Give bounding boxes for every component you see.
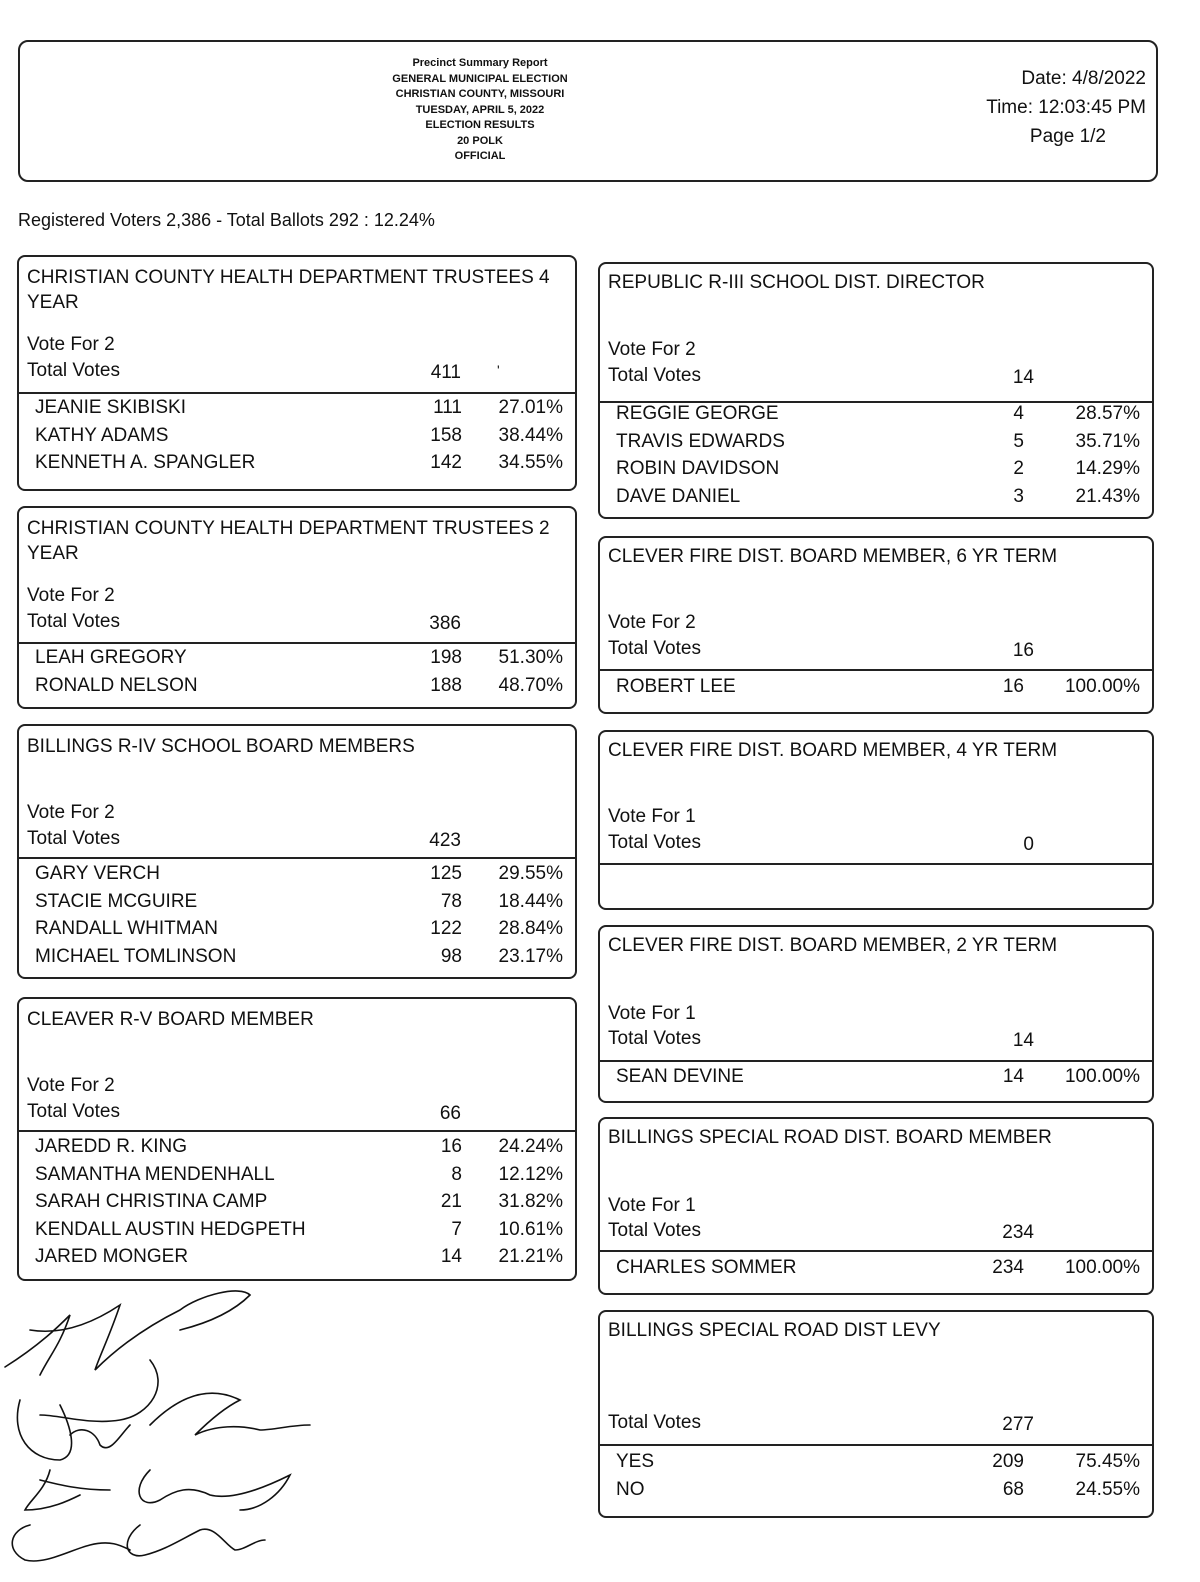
candidate-name: LEAH GREGORY	[35, 647, 187, 668]
candidate-votes: 198	[430, 647, 462, 668]
race-box	[17, 506, 577, 709]
candidate-votes: 234	[992, 1257, 1024, 1278]
candidate-votes: 4	[1013, 403, 1024, 424]
candidate-row	[616, 1066, 1152, 1094]
candidate-name: JARED MONGER	[35, 1246, 189, 1267]
candidate-percent: 48.70%	[498, 674, 563, 696]
report-title: Precinct Summary Report	[412, 57, 548, 69]
race-title: REPUBLIC R-III SCHOOL DIST. DIRECTOR	[608, 272, 985, 293]
candidate-name: REGGIE GEORGE	[616, 403, 779, 424]
total-votes-value: 66	[439, 1103, 461, 1124]
total-votes-label: Total Votes	[27, 828, 120, 849]
report-date: Date: 4/8/2022	[1021, 68, 1146, 89]
candidate-percent: 27.01%	[498, 397, 563, 418]
vote-for-label: Vote For 2	[608, 612, 696, 633]
total-votes-label: Total Votes	[608, 365, 701, 386]
candidate-row	[35, 918, 575, 946]
candidate-row	[35, 891, 575, 919]
total-votes-row	[608, 638, 1152, 660]
race-divider	[600, 1250, 1152, 1252]
candidate-votes: 14	[440, 1246, 462, 1267]
race-divider	[19, 642, 575, 644]
total-votes-row	[27, 828, 575, 850]
candidate-percent: 21.43%	[1075, 485, 1140, 507]
vote-for-label: Vote For 2	[27, 802, 115, 823]
race-title: BILLINGS SPECIAL ROAD DIST. BOARD MEMBER	[608, 1127, 1052, 1148]
total-votes-value: 14	[1012, 367, 1034, 388]
candidate-name: MICHAEL TOMLINSON	[35, 945, 237, 967]
total-votes-value: 411	[430, 362, 461, 383]
candidate-row	[35, 1191, 575, 1219]
candidate-votes: 7	[451, 1218, 462, 1240]
candidate-row	[616, 1451, 1152, 1479]
candidate-row	[35, 863, 575, 891]
race-title: BILLINGS SPECIAL ROAD DIST LEVY	[608, 1320, 941, 1341]
results-label: ELECTION RESULTS	[425, 119, 535, 131]
candidate-row	[616, 458, 1152, 486]
candidate-percent: 34.55%	[498, 452, 563, 473]
total-votes-label: Total Votes	[27, 1101, 120, 1122]
race-divider	[19, 392, 575, 394]
race-title: CLEVER FIRE DIST. BOARD MEMBER, 2 YR TERM	[608, 935, 1058, 956]
registered-voters-line: Registered Voters 2,386 - Total Ballots 292 : 12.24%	[18, 210, 435, 230]
candidate-name: KENNETH A. SPANGLER	[35, 452, 256, 473]
election-name: GENERAL MUNICIPAL ELECTION	[392, 72, 568, 85]
vote-for-label: Vote For 2	[27, 1075, 115, 1096]
candidate-percent: 24.24%	[498, 1136, 563, 1157]
candidate-percent: 31.82%	[498, 1191, 563, 1212]
signatures	[0, 1285, 340, 1582]
candidate-percent: 10.61%	[498, 1218, 563, 1240]
candidate-percent: 28.57%	[1075, 403, 1140, 424]
vote-for-label: Vote For 1	[608, 1195, 696, 1216]
candidate-votes: 68	[1002, 1478, 1024, 1500]
race-title: BILLINGS R-IV SCHOOL BOARD MEMBERS	[27, 736, 415, 757]
vote-for-label: Vote For 1	[608, 806, 696, 827]
candidate-votes: 188	[430, 674, 462, 696]
candidate-name: GARY VERCH	[35, 863, 160, 884]
candidate-votes: 21	[440, 1191, 462, 1212]
candidate-votes: 125	[430, 863, 462, 884]
candidate-percent: 12.12%	[498, 1163, 563, 1185]
race-divider	[600, 1444, 1152, 1446]
candidate-percent: 51.30%	[498, 647, 563, 668]
candidate-votes: 14	[1002, 1066, 1024, 1087]
county-name: CHRISTIAN COUNTY, MISSOURI	[395, 88, 565, 100]
candidate-name: KENDALL AUSTIN HEDGPETH	[35, 1218, 306, 1240]
candidate-votes: 16	[1002, 676, 1024, 697]
vote-for-label: Vote For 1	[608, 1003, 696, 1024]
candidate-votes: 111	[433, 397, 462, 418]
candidate-row	[35, 647, 575, 675]
candidate-name: CHARLES SOMMER	[616, 1257, 797, 1278]
total-votes-label: Total Votes	[608, 1412, 701, 1433]
precinct-name: 20 POLK	[457, 134, 503, 147]
candidate-name: NO	[616, 1478, 645, 1500]
total-votes-row	[608, 832, 1152, 854]
candidate-row	[35, 397, 575, 425]
candidate-votes: 122	[430, 918, 462, 939]
total-votes-value: 277	[1002, 1414, 1034, 1435]
candidate-name: ROBIN DAVIDSON	[616, 458, 780, 479]
total-votes-row	[27, 611, 575, 633]
race-title: CHRISTIAN COUNTY HEALTH DEPARTMENT TRUSTEES 4 YEAR	[27, 267, 550, 313]
candidate-row	[35, 1219, 575, 1247]
total-votes-row	[608, 365, 1152, 387]
candidate-row	[35, 1164, 575, 1192]
race-title: CLEVER FIRE DIST. BOARD MEMBER, 4 YR TERM	[608, 740, 1058, 761]
candidate-row	[35, 1246, 575, 1274]
total-votes-label: Total Votes	[608, 638, 701, 659]
candidate-percent: 38.44%	[498, 424, 563, 446]
candidate-votes: 98	[440, 945, 462, 967]
candidate-row	[35, 946, 575, 974]
candidate-row	[616, 1479, 1152, 1507]
candidate-name: JEANIE SKIBISKI	[35, 397, 186, 418]
total-votes-row	[608, 1028, 1152, 1050]
vote-for-label: Vote For 2	[27, 585, 115, 606]
total-votes-row	[27, 1101, 575, 1123]
candidate-name: STACIE MCGUIRE	[35, 890, 198, 912]
candidate-votes: 142	[430, 452, 462, 473]
candidate-percent: 75.45%	[1075, 1451, 1140, 1472]
candidate-votes: 158	[430, 424, 462, 446]
report-time: Time: 12:03:45 PM	[986, 97, 1146, 118]
report-meta	[986, 64, 1146, 151]
candidate-percent: 35.71%	[1075, 430, 1140, 452]
candidate-percent: 24.55%	[1075, 1478, 1140, 1500]
total-votes-value: 234	[1002, 1222, 1034, 1243]
race-divider	[600, 669, 1152, 671]
race-box	[598, 1117, 1154, 1295]
candidate-name: SEAN DEVINE	[616, 1066, 744, 1087]
candidate-percent: 14.29%	[1075, 458, 1140, 479]
candidate-votes: 78	[440, 890, 462, 912]
total-votes-value: 0	[1023, 834, 1034, 855]
candidate-name: RANDALL WHITMAN	[35, 918, 218, 939]
candidate-name: RONALD NELSON	[35, 674, 198, 696]
official-label: OFFICIAL	[454, 150, 506, 162]
report-title-block	[350, 56, 610, 165]
race-box	[17, 997, 577, 1281]
race-box	[598, 925, 1154, 1103]
candidate-name: SAMANTHA MENDENHALL	[35, 1163, 275, 1185]
race-divider	[600, 863, 1152, 865]
candidate-percent: 18.44%	[498, 890, 563, 912]
race-box	[598, 536, 1154, 714]
candidate-row	[616, 403, 1152, 431]
candidate-row	[616, 486, 1152, 514]
page-number: Page 1/2	[1029, 126, 1106, 147]
race-box	[17, 255, 577, 491]
candidate-percent: 100.00%	[1064, 1257, 1140, 1278]
candidate-name: YES	[616, 1451, 655, 1472]
candidate-percent: 21.21%	[498, 1246, 563, 1267]
race-divider	[600, 1060, 1152, 1062]
total-votes-row	[608, 1220, 1152, 1242]
candidate-votes: 209	[992, 1451, 1024, 1472]
total-votes-row	[27, 360, 575, 382]
race-box	[598, 730, 1154, 910]
total-votes-label: Total Votes	[27, 611, 120, 632]
total-votes-value: 386	[429, 613, 461, 634]
candidate-percent: 23.17%	[498, 945, 563, 967]
candidate-name: DAVE DANIEL	[616, 485, 741, 507]
race-title: CHRISTIAN COUNTY HEALTH DEPARTMENT TRUSTEES 2 YEAR	[27, 518, 550, 564]
candidate-votes: 8	[451, 1163, 462, 1185]
candidate-name: TRAVIS EDWARDS	[616, 430, 785, 452]
candidate-votes: 3	[1013, 485, 1024, 507]
vote-for-label: Vote For 2	[27, 334, 115, 355]
vote-for-label: Vote For 2	[608, 339, 696, 360]
candidate-percent: 100.00%	[1064, 676, 1140, 697]
candidate-votes: 2	[1013, 458, 1024, 479]
total-votes-value: 14	[1012, 1030, 1034, 1051]
total-votes-label: Total Votes	[608, 1220, 701, 1241]
candidate-name: JAREDD R. KING	[35, 1136, 188, 1157]
race-title: CLEAVER R-V BOARD MEMBER	[27, 1009, 314, 1030]
candidate-name: ROBERT LEE	[616, 676, 736, 697]
candidate-votes: 16	[440, 1136, 462, 1157]
total-votes-row	[608, 1412, 1152, 1434]
candidate-percent: 29.55%	[498, 863, 563, 884]
total-votes-value: 16	[1012, 640, 1034, 661]
race-title: CLEVER FIRE DIST. BOARD MEMBER, 6 YR TERM	[608, 546, 1058, 567]
election-date: TUESDAY, APRIL 5, 2022	[415, 103, 545, 116]
candidate-name: SARAH CHRISTINA CAMP	[35, 1191, 268, 1212]
candidate-percent: 100.00%	[1064, 1066, 1140, 1087]
stray-mark: '	[497, 362, 500, 378]
candidate-row	[35, 1136, 575, 1164]
candidate-name: KATHY ADAMS	[35, 424, 169, 446]
candidate-row	[35, 425, 575, 453]
candidate-row	[616, 676, 1152, 704]
race-box	[598, 262, 1154, 519]
candidate-row	[616, 1257, 1152, 1285]
race-box	[598, 1310, 1154, 1518]
race-divider	[19, 857, 575, 859]
candidate-percent: 28.84%	[498, 918, 563, 939]
race-box	[17, 724, 577, 979]
report-header	[18, 40, 1158, 182]
total-votes-label: Total Votes	[27, 360, 120, 381]
candidate-row	[35, 452, 575, 480]
total-votes-label: Total Votes	[608, 1028, 701, 1049]
candidate-row	[616, 431, 1152, 459]
candidate-votes: 5	[1013, 430, 1024, 452]
race-divider	[19, 1130, 575, 1132]
total-votes-value: 423	[429, 830, 461, 851]
candidate-row	[35, 675, 575, 703]
total-votes-label: Total Votes	[608, 832, 701, 853]
